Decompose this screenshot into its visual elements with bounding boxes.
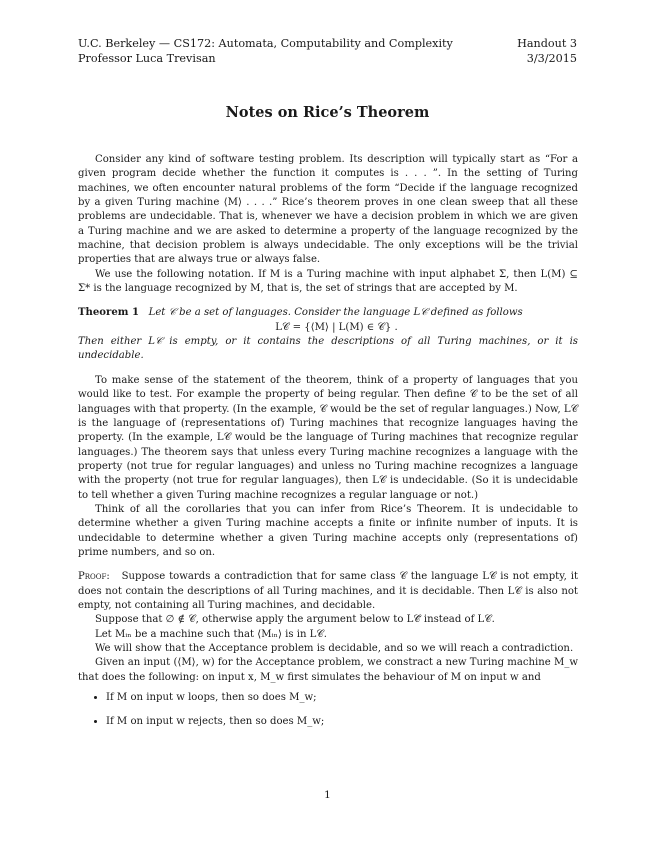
theorem-equation: L𝒞 = {⟨M⟩ | L(M) ∈ 𝒞} .	[275, 321, 398, 333]
theorem-conclusion: Then either L𝒞 is empty, or it contains the descriptions of all Turing machines, or it is undecidable.	[78, 336, 578, 362]
proof-bullet-list	[78, 691, 578, 730]
proof-paragraph-2: Suppose that ∅ ∉ 𝒞, otherwise apply the argument below to L𝒞̄ instead of L𝒞.	[95, 614, 495, 626]
header-left	[78, 36, 453, 66]
header-right	[517, 36, 577, 66]
proof-paragraph-4: We will show that the Acceptance problem is decidable, and so we will reach a contradiction.	[95, 643, 574, 654]
theorem-text: Let 𝒞 be a set of languages. Consider the language L𝒞 defined as follows	[148, 307, 523, 319]
discussion-paragraph-1: To make sense of the statement of the theorem, think of a property of languages that you would like to test. For example the property of being regular. Then define 𝒞 to be the set of all languages with that property. (In the example, 𝒞 would be the set of regular languages.) Now, L𝒞 is the language of (representations of) Turing machines that recognize languages having the property. (In the example, L𝒞 would be the language of Turing machines that recognize regular languages.) The theorem says that unless every Turing machine recognizes a language with the property (not true for regular languages) and unless no Turing machine recognizes a language with the property (not true for regular languages), then L𝒞 is undecidable. (So it is undecidable to tell whether a given Turing machine recognizes a regular language or not.)	[78, 374, 578, 501]
proof-label: Proof:	[78, 571, 110, 583]
handout-number: Handout 3	[517, 37, 577, 50]
document-title: Notes on Rice’s Theorem	[225, 104, 430, 121]
document-body	[78, 153, 578, 740]
proof-paragraph-1	[78, 570, 578, 613]
proof-text-1: Suppose towards a contradiction that for same class 𝒞 the language L𝒞 is not empty, it does not contain the descriptions of all Turing machines, and it is decidable. Then L𝒞 is also not empty, not containing all Turing machines, and decidable.	[78, 571, 579, 611]
course-line: U.C. Berkeley — CS172: Automata, Computability and Complexity	[78, 37, 453, 50]
intro-paragraph-1: Consider any kind of software testing problem. Its description will typically start as “For a given program decide whether the function it computes is . . . ”. In the setting of Turing machines, we often encounter natural problems of the form “Decide if the language recognized by a given Turing machine ⟨M⟩ . . . .” Rice’s theorem proves in one clean sweep that all these problems are undecidable. That is, whenever we have a decision problem in which we are given a Turing machine and we are asked to determine a property of the language recognized by the machine, that decision problem is always undecidable. The only exceptions will be the trivial properties that are always true or always false.	[78, 154, 578, 266]
page-number: 1	[324, 789, 331, 801]
professor-line: Professor Luca Trevisan	[78, 52, 216, 65]
intro-paragraph-2: We use the following notation. If M is a Turing machine with input alphabet Σ, then L(M) ⊆ Σ* is the language recognized by M, that is, the set of strings that are accepted by M.	[78, 268, 578, 295]
proof-paragraph-5: Given an input (⟨M⟩, w) for the Acceptance problem, we constract a new Turing machine M_w that does the following: on input x, M_w first simulates the behaviour of M on input w and	[78, 657, 578, 683]
proof-paragraph-3: Let Mᵢₙ be a machine such that ⟨Mᵢₙ⟩ is in L𝒞.	[95, 628, 327, 640]
proof-bullet-2: • If M on input w rejects, then so does M_w;	[106, 715, 578, 729]
proof-bullet-1: • If M on input w loops, then so does M_w;	[106, 691, 578, 705]
discussion-paragraph-2: Think of all the corollaries that you can infer from Rice’s Theorem. It is undecidable to determine whether a given Turing machine accepts a finite or infinite number of inputs. It is undecidable to determine whether a given Turing machine accepts only (representations of) prime numbers, and so on.	[78, 503, 578, 558]
handout-date: 3/3/2015	[526, 52, 577, 65]
theorem-label: Theorem 1	[78, 307, 139, 319]
theorem-statement	[78, 306, 578, 320]
